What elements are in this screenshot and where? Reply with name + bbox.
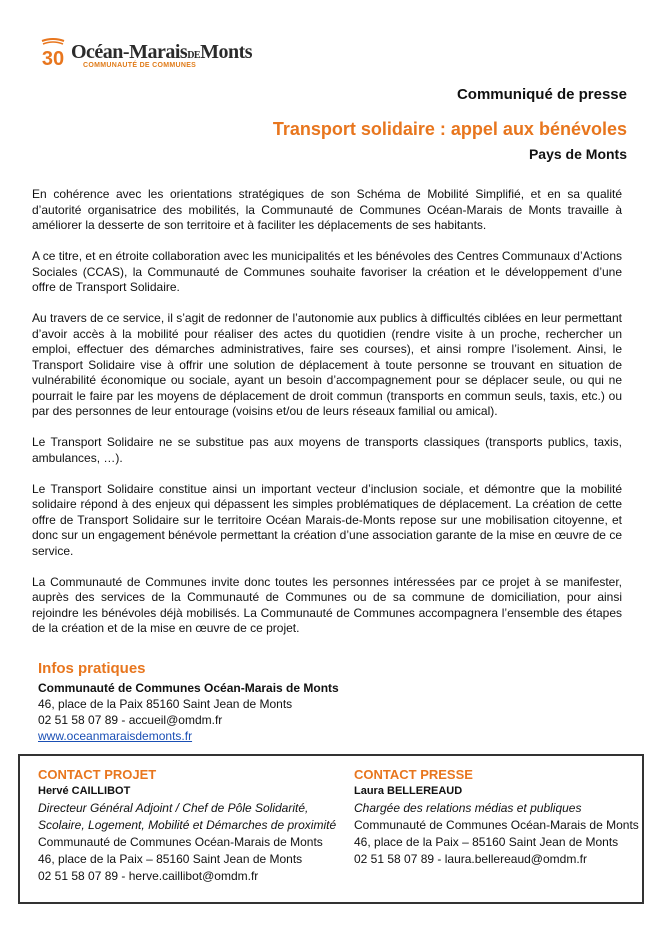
practical-info-title: Infos pratiques <box>38 660 146 677</box>
logo-mark-text: 30 <box>41 48 65 70</box>
contact-project-title: CONTACT PROJET <box>38 767 157 782</box>
contact-project-phone-email: 02 51 58 07 89 - herve.caillibot@omdm.fr <box>38 869 259 883</box>
logo-subtitle: COMMUNAUTÉ DE COMMUNES <box>83 62 197 69</box>
practical-info-phone-email: 02 51 58 07 89 - accueil@omdm.fr <box>38 713 223 727</box>
contact-press <box>354 766 639 868</box>
contact-box <box>18 754 644 904</box>
region-label: Pays de Monts <box>528 146 627 162</box>
paragraph: Le Transport Solidaire constitue ainsi un important vecteur d’inclusion sociale, et démontre que la mobilité solidaire répond à des enjeux qui dépassent les simples problématiques de déplacement. La création de cette offre de Transport Solidaire sur le territoire Océan Marais-de-Monts repose sur une mobilisation citoyenne, et donc sur un engagement bénévole permettant la création d’une association garante de la mise en œuvre de ce service. <box>32 481 622 558</box>
logo-name-main: Océan-Marais <box>71 41 188 63</box>
practical-info-org: Communauté de Communes Océan-Marais de Monts <box>38 681 339 695</box>
paragraph: Au travers de ce service, il s’agit de redonner de l’autonomie aux publics à difficultés ciblées en leur permettant d’avoir accès à la mobilité pour réaliser des actes du quotidien (rendre visite à un proche, rechercher un emploi, effectuer des démarches administratives, faire ses courses), et ainsi rompre l’isolement. Ainsi, le Transport Solidaire vise à offrir une solution de déplacement à toute personne se trouvant en situation de vulnérabilité économique ou sociale, ayant un besoin d’accompagnement pour se déplacer seule, ou qui ne pourrait le faire par les moyens de déplacement de droit commun (transports en commun seuls, taxis, etc.) ou par des personnes de leur entourage (voisins et/ou de leurs réseaux familial ou amical). <box>32 311 622 418</box>
paragraph: La Communauté de Communes invite donc toutes les personnes intéressées par ce projet à se manifester, auprès des services de la Communauté de Communes ou de sa commune de domiciliation, pour ainsi rejoindre les bénévoles déjà mobilisés. La Communauté de Communes accompagnera l’ensemble des étapes de la création et de la mise en œuvre de ce projet. <box>32 574 622 635</box>
contact-press-name: Laura BELLEREAUD <box>354 785 463 797</box>
contact-press-role: Chargée des relations médias et publiques <box>354 801 582 815</box>
press-release-label: Communiqué de presse <box>456 86 627 103</box>
body-text <box>32 187 622 652</box>
contact-press-title: CONTACT PRESSE <box>354 767 473 782</box>
paragraph: En cohérence avec les orientations stratégiques de son Schéma de Mobilité Simplifié, et en sa qualité d’autorité organisatrice des mobilités, la Communauté de Communes Océan-Marais de Monts travaille à améliorer la desserte de son territoire et à faciliter les déplacements de ses habitants. <box>32 187 622 232</box>
logo-mark-icon <box>38 38 68 72</box>
logo-name-end: Monts <box>200 41 253 63</box>
practical-info <box>38 661 339 744</box>
contact-press-org: Communauté de Communes Océan-Marais de Monts <box>354 818 639 832</box>
contact-project-role-line2: Scolaire, Logement, Mobilité et Démarches de proximité <box>38 818 337 832</box>
headline: Transport solidaire : appel aux bénévoles <box>272 119 627 139</box>
contact-press-phone-email: 02 51 58 07 89 - laura.bellereaud@omdm.fr <box>354 852 587 866</box>
contact-project-address: 46, place de la Paix – 85160 Saint Jean de Monts <box>38 852 303 866</box>
paragraph: Le Transport Solidaire ne se substitue pas aux moyens de transports classiques (transports publics, taxis, ambulances, …). <box>32 435 622 465</box>
logo-name-small: DE <box>187 50 201 61</box>
contact-press-address: 46, place de la Paix – 85160 Saint Jean de Monts <box>354 835 619 849</box>
practical-info-address: 46, place de la Paix 85160 Saint Jean de Monts <box>38 697 293 711</box>
logo-name <box>71 41 252 64</box>
contact-project-org: Communauté de Communes Océan-Marais de Monts <box>38 835 323 849</box>
contact-project <box>38 766 336 885</box>
contact-project-name: Hervé CAILLIBOT <box>38 785 131 797</box>
logo <box>38 38 278 74</box>
contact-project-role-line1: Directeur Général Adjoint / Chef de Pôle Solidarité, <box>38 801 309 815</box>
paragraph: A ce titre, et en étroite collaboration avec les municipalités et les bénévoles des Centres Communaux d’Actions Sociales (CCAS), la Communauté de Communes souhaite favoriser la création et le développement d’une offre de Transport Solidaire. <box>32 249 622 294</box>
website-link[interactable]: www.oceanmaraisdemonts.fr <box>38 729 193 743</box>
